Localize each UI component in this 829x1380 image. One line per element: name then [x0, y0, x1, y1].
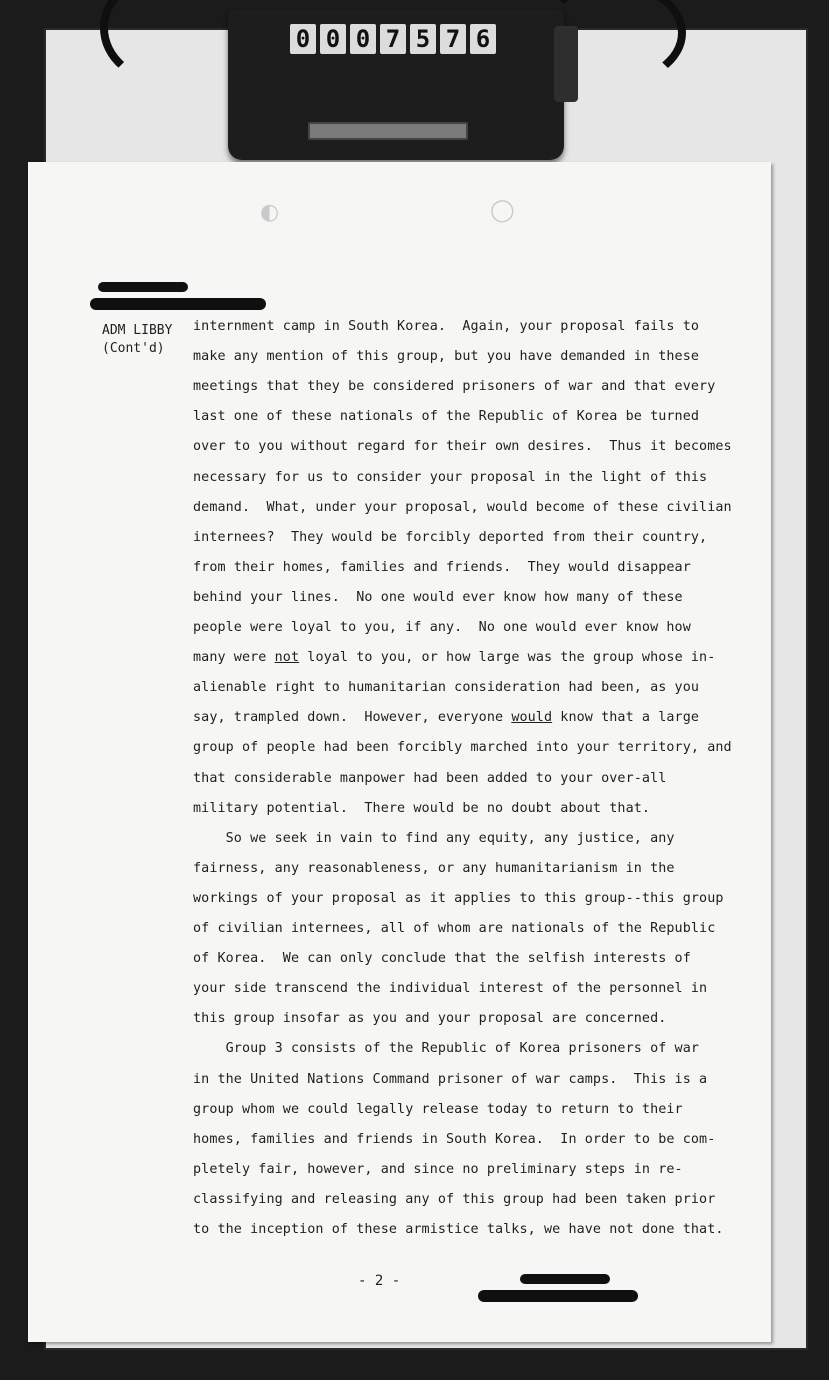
text-line	[193, 710, 699, 725]
text-line: in the United Nations Command prisoner of war camps. This is a	[193, 1071, 708, 1087]
counter-digit: 7	[380, 24, 406, 54]
text-line: homes, families and friends in South Korea. In order to be com-	[193, 1131, 716, 1147]
text-line: this group insofar as you and your proposal are concerned.	[193, 1011, 667, 1027]
speaker-name: ADM LIBBY	[102, 323, 173, 338]
speaker-continued: (Cont'd)	[102, 341, 165, 356]
underlined-word: not	[274, 650, 300, 666]
text-line: internment camp in South Korea. Again, your proposal fails to	[193, 319, 700, 334]
text-line: alienable right to humanitarian consideration had been, as you	[193, 680, 700, 696]
text-line: your side transcend the individual interest of the personnel in	[193, 981, 708, 997]
text-segment: loyal to you, or how large was the group whose in-	[299, 650, 716, 666]
text-line: last one of these nationals of the Republic of Korea be turned	[193, 409, 700, 425]
text-line: necessary for us to consider your proposal in the light of this	[193, 469, 708, 485]
page-number: - 2 -	[358, 1273, 401, 1289]
text-line: workings of your proposal as it applies to this group--this group	[193, 890, 724, 906]
text-line: of civilian internees, all of whom are nationals of the Republic	[193, 921, 716, 936]
counter-digit: 0	[320, 24, 346, 54]
counter-digit: 0	[290, 24, 316, 54]
text-line: to the inception of these armistice talks, we have not done that.	[193, 1222, 724, 1237]
text-line: demand. What, under your proposal, would become of these civilian	[193, 499, 732, 515]
counter-digit: 7	[440, 24, 466, 54]
text-line: classifying and releasing any of this group had been taken prior	[193, 1191, 716, 1207]
punch-mark-right: ◯	[490, 198, 515, 223]
text-line: make any mention of this group, but you have demanded in these	[193, 349, 700, 365]
text-segment: know that a large	[552, 710, 700, 726]
text-line: Group 3 consists of the Republic of Korea prisoners of war	[193, 1041, 700, 1057]
text-segment: say, trampled down. However, everyone	[193, 710, 512, 726]
text-line: So we seek in vain to find any equity, any justice, any	[193, 830, 675, 846]
text-line: pletely fair, however, and since no preliminary steps in re-	[193, 1161, 683, 1177]
text-line: that considerable manpower had been added to your over-all	[193, 770, 667, 786]
counter-digit: 6	[470, 24, 496, 54]
counter-digit: 0	[350, 24, 376, 54]
text-line: fairness, any reasonableness, or any humanitarianism in the	[193, 860, 675, 876]
text-line: people were loyal to you, if any. No one would ever know how	[193, 620, 691, 635]
underlined-word: would	[511, 710, 553, 726]
text-segment: many were	[193, 650, 275, 666]
counter-digit: 5	[410, 24, 436, 54]
text-line: internees? They would be forcibly deported from their country,	[193, 529, 708, 545]
text-line: meetings that they be considered prisoners of war and that every	[193, 379, 716, 395]
text-line: group whom we could legally release today to return to their	[193, 1101, 683, 1117]
text-line: from their homes, families and friends. They would disappear	[193, 559, 691, 575]
text-line: behind your lines. No one would ever know how many of these	[193, 589, 683, 605]
text-line: group of people had been forcibly marched into your territory, and	[193, 740, 732, 756]
text-line: over to you without regard for their own desires. Thus it becomes	[193, 439, 732, 455]
text-line	[193, 650, 715, 665]
text-line: military potential. There would be no doubt about that.	[193, 800, 651, 816]
punch-mark-left: ◐	[260, 200, 280, 225]
text-line: of Korea. We can only conclude that the selfish interests of	[193, 951, 691, 967]
